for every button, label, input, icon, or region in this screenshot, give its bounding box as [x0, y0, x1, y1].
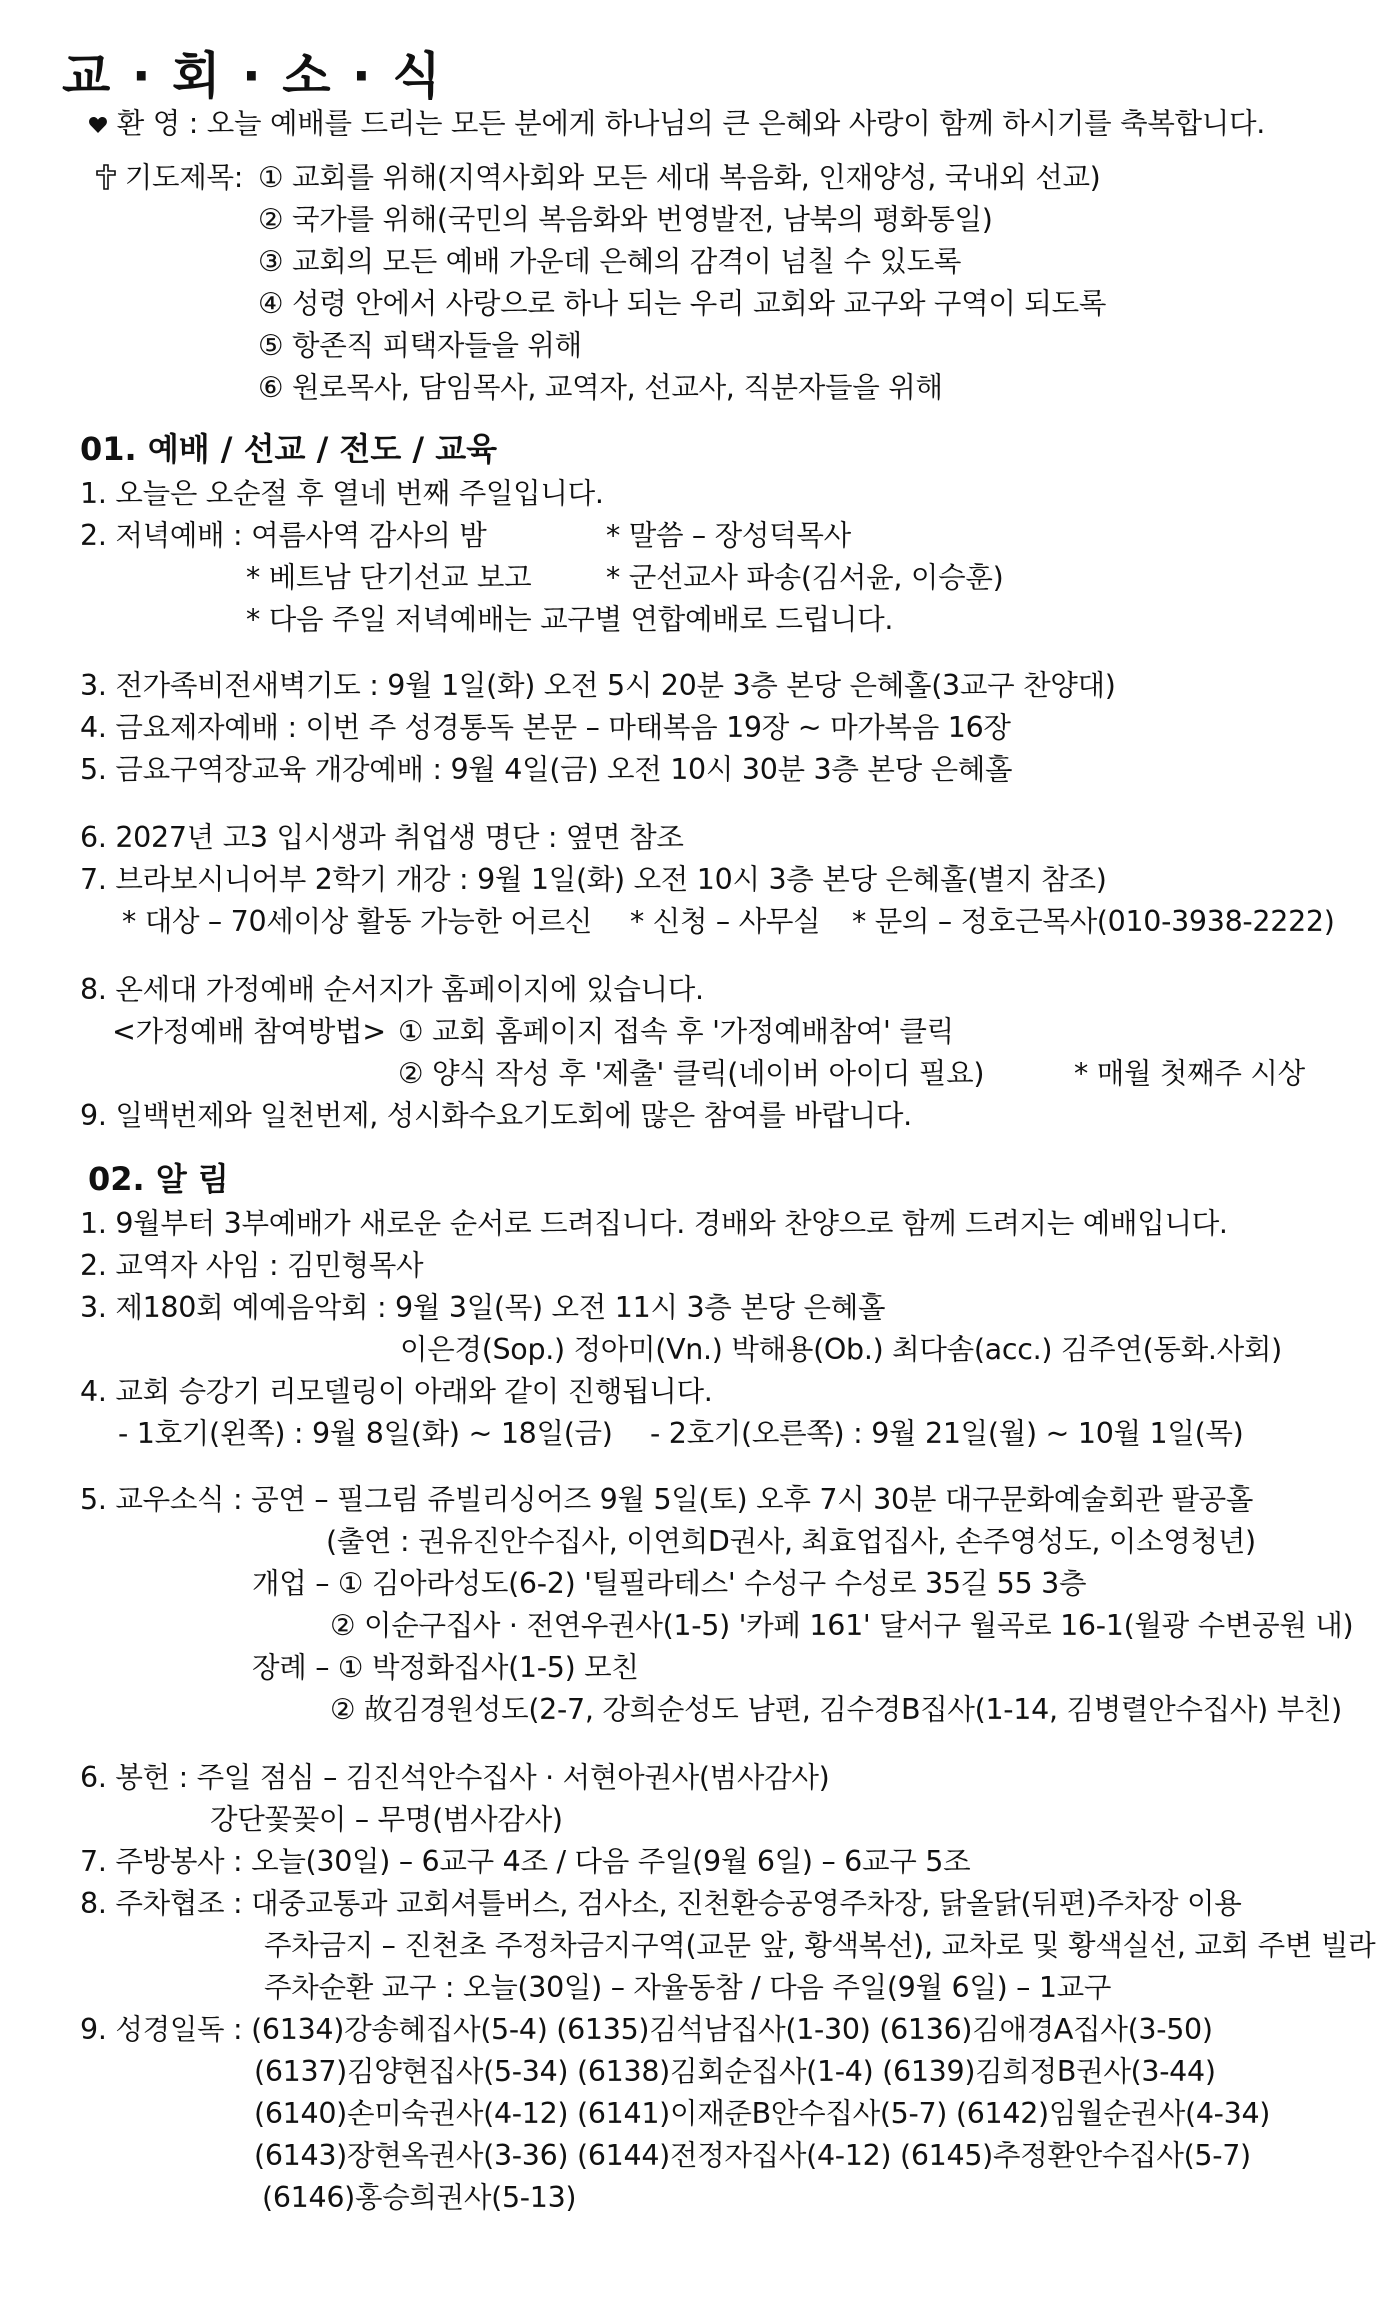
- prayer-item: ⑥ 원로목사, 담임목사, 교역자, 선교사, 직분자들을 위해: [258, 371, 943, 404]
- notice-line: 2. 저녁예배 : 여름사역 감사의 밤: [80, 519, 487, 552]
- notice-line: 5. 교우소식 : 공연 – 필그림 쥬빌리싱어즈 9월 5일(토) 오후 7시 30분 대구문화예술회관 팔공홀: [80, 1483, 1254, 1516]
- notice-line: 3. 제180회 예예음악회 : 9월 3일(목) 오전 11시 3층 본당 은혜홀: [80, 1291, 886, 1324]
- prayer-item: ⑤ 항존직 피택자들을 위해: [258, 329, 582, 362]
- notice-line: (출연 : 권유진안수집사, 이연희D권사, 최효업집사, 손주영성도, 이소영청년): [326, 1525, 1256, 1558]
- notice-line: 7. 브라보시니어부 2학기 개강 : 9월 1일(화) 오전 10시 3층 본당 은혜홀(별지 참조): [80, 863, 1107, 896]
- notice-line: 6. 봉헌 : 주일 점심 – 김진석안수집사 · 서현아권사(범사감사): [80, 1761, 830, 1794]
- page-title: 교 · 회 · 소 · 식: [62, 47, 443, 105]
- prayer-item: ④ 성령 안에서 사랑으로 하나 되는 우리 교회와 교구와 구역이 되도록: [258, 287, 1107, 320]
- notice-line: 8. 주차협조 : 대중교통과 교회셔틀버스, 검사소, 진천환승공영주차장, 닭올닭(뒤편)주차장 이용: [80, 1887, 1242, 1920]
- notice-line: * 대상 – 70세이상 활동 가능한 어르신: [122, 905, 593, 938]
- notice-line: 1. 9월부터 3부예배가 새로운 순서로 드려집니다. 경배와 찬양으로 함께 드려지는 예배입니다.: [80, 1207, 1228, 1240]
- notice-line: (6143)장현옥권사(3-36) (6144)전정자집사(4-12) (6145)추정환안수집사(5-7): [254, 2139, 1251, 2172]
- notice-line: * 군선교사 파송(김서윤, 이승훈): [606, 561, 1004, 594]
- notice-line: ② 이순구집사 · 전연우권사(1-5) '카페 161' 달서구 월곡로 16-1(월광 수변공원 내): [330, 1609, 1354, 1642]
- cross-icon: [96, 158, 116, 198]
- notice-line: <가정예배 참여방법>: [112, 1015, 386, 1048]
- notice-line: 강단꽃꽂이 – 무명(범사감사): [210, 1803, 563, 1836]
- notice-line: 이은경(Sop.) 정아미(Vn.) 박해용(Ob.) 최다솜(acc.) 김주연(동화.사회): [400, 1333, 1282, 1366]
- notice-line: 7. 주방봉사 : 오늘(30일) – 6교구 4조 / 다음 주일(9월 6일) – 6교구 5조: [80, 1845, 971, 1878]
- notice-line: 장례 – ① 박정화집사(1-5) 모친: [252, 1651, 639, 1684]
- notice-line: (6140)손미숙권사(4-12) (6141)이재준B안수집사(5-7) (6142)임월순권사(4-34): [254, 2097, 1271, 2130]
- welcome-text: 환 영 : 오늘 예배를 드리는 모든 분에게 하나님의 큰 은혜와 사랑이 함께 하시기를 축복합니다.: [116, 107, 1266, 140]
- heart-icon: [88, 104, 108, 144]
- notice-line: 9. 성경일독 : (6134)강송혜집사(5-4) (6135)김석남집사(1-30) (6136)김애경A집사(3-50): [80, 2013, 1213, 2046]
- notice-line: 주차순환 교구 : 오늘(30일) – 자율동참 / 다음 주일(9월 6일) – 1교구: [264, 1971, 1112, 2004]
- notice-line: * 다음 주일 저녁예배는 교구별 연합예배로 드립니다.: [246, 603, 894, 636]
- notice-line: ② 故김경원성도(2-7, 강희순성도 남편, 김수경B집사(1-14, 김병렬안수집사) 부친): [330, 1693, 1342, 1726]
- notice-line: * 신청 – 사무실: [630, 905, 821, 938]
- notice-line: ② 양식 작성 후 '제출' 클릭(네이버 아이디 필요): [398, 1057, 985, 1090]
- notice-line: 1. 오늘은 오순절 후 열네 번째 주일입니다.: [80, 477, 604, 510]
- prayer-label-text: 기도제목:: [124, 161, 243, 194]
- notice-line: 8. 온세대 가정예배 순서지가 홈페이지에 있습니다.: [80, 973, 704, 1006]
- notice-line: (6137)김양현집사(5-34) (6138)김회순집사(1-4) (6139)김희정B권사(3-44): [254, 2055, 1216, 2088]
- notice-line: 3. 전가족비전새벽기도 : 9월 1일(화) 오전 5시 20분 3층 본당 은혜홀(3교구 찬양대): [80, 669, 1116, 702]
- notice-line: 9. 일백번제와 일천번제, 성시화수요기도회에 많은 참여를 바랍니다.: [80, 1099, 912, 1132]
- notice-line: 개업 – ① 김아라성도(6-2) '틸필라테스' 수성구 수성로 35길 55 3층: [252, 1567, 1087, 1600]
- prayer-item: ② 국가를 위해(국민의 복음화와 번영발전, 남북의 평화통일): [258, 203, 993, 236]
- notice-line: (6146)홍승희권사(5-13): [262, 2181, 577, 2214]
- notice-line: * 말씀 – 장성덕목사: [606, 519, 851, 552]
- section-heading-notices: 02. 알 림: [88, 1160, 229, 1198]
- welcome-line: [88, 104, 1265, 144]
- notice-line: 4. 교회 승강기 리모델링이 아래와 같이 진행됩니다.: [80, 1375, 713, 1408]
- notice-line: 4. 금요제자예배 : 이번 주 성경통독 본문 – 마태복음 19장 ~ 마가복음 16장: [80, 711, 1011, 744]
- notice-line: * 매월 첫째주 시상: [1074, 1057, 1305, 1090]
- notice-line: - 2호기(오른쪽) : 9월 21일(월) ~ 10월 1일(목): [650, 1417, 1244, 1450]
- prayer-item: ① 교회를 위해(지역사회와 모든 세대 복음화, 인재양성, 국내외 선교): [258, 161, 1101, 194]
- notice-line: 2. 교역자 사임 : 김민형목사: [80, 1249, 424, 1282]
- notice-line: 5. 금요구역장교육 개강예배 : 9월 4일(금) 오전 10시 30분 3층 본당 은혜홀: [80, 753, 1013, 786]
- notice-line: 주차금지 – 진천초 주정차금지구역(교문 앞, 황색복선), 교차로 및 황색실선, 교회 주변 빌라: [264, 1929, 1376, 1962]
- section-heading-worship: 01. 예배 / 선교 / 전도 / 교육: [80, 430, 498, 468]
- notice-line: 6. 2027년 고3 입시생과 취업생 명단 : 옆면 참조: [80, 821, 684, 854]
- prayer-label: [96, 158, 243, 198]
- notice-line: ① 교회 홈페이지 접속 후 '가정예배참여' 클릭: [398, 1015, 954, 1048]
- notice-line: * 베트남 단기선교 보고: [246, 561, 532, 594]
- notice-line: * 문의 – 정호근목사(010-3938-2222): [852, 905, 1335, 938]
- notice-line: - 1호기(왼쪽) : 9월 8일(화) ~ 18일(금): [118, 1417, 613, 1450]
- prayer-item: ③ 교회의 모든 예배 가운데 은혜의 감격이 넘칠 수 있도록: [258, 245, 962, 278]
